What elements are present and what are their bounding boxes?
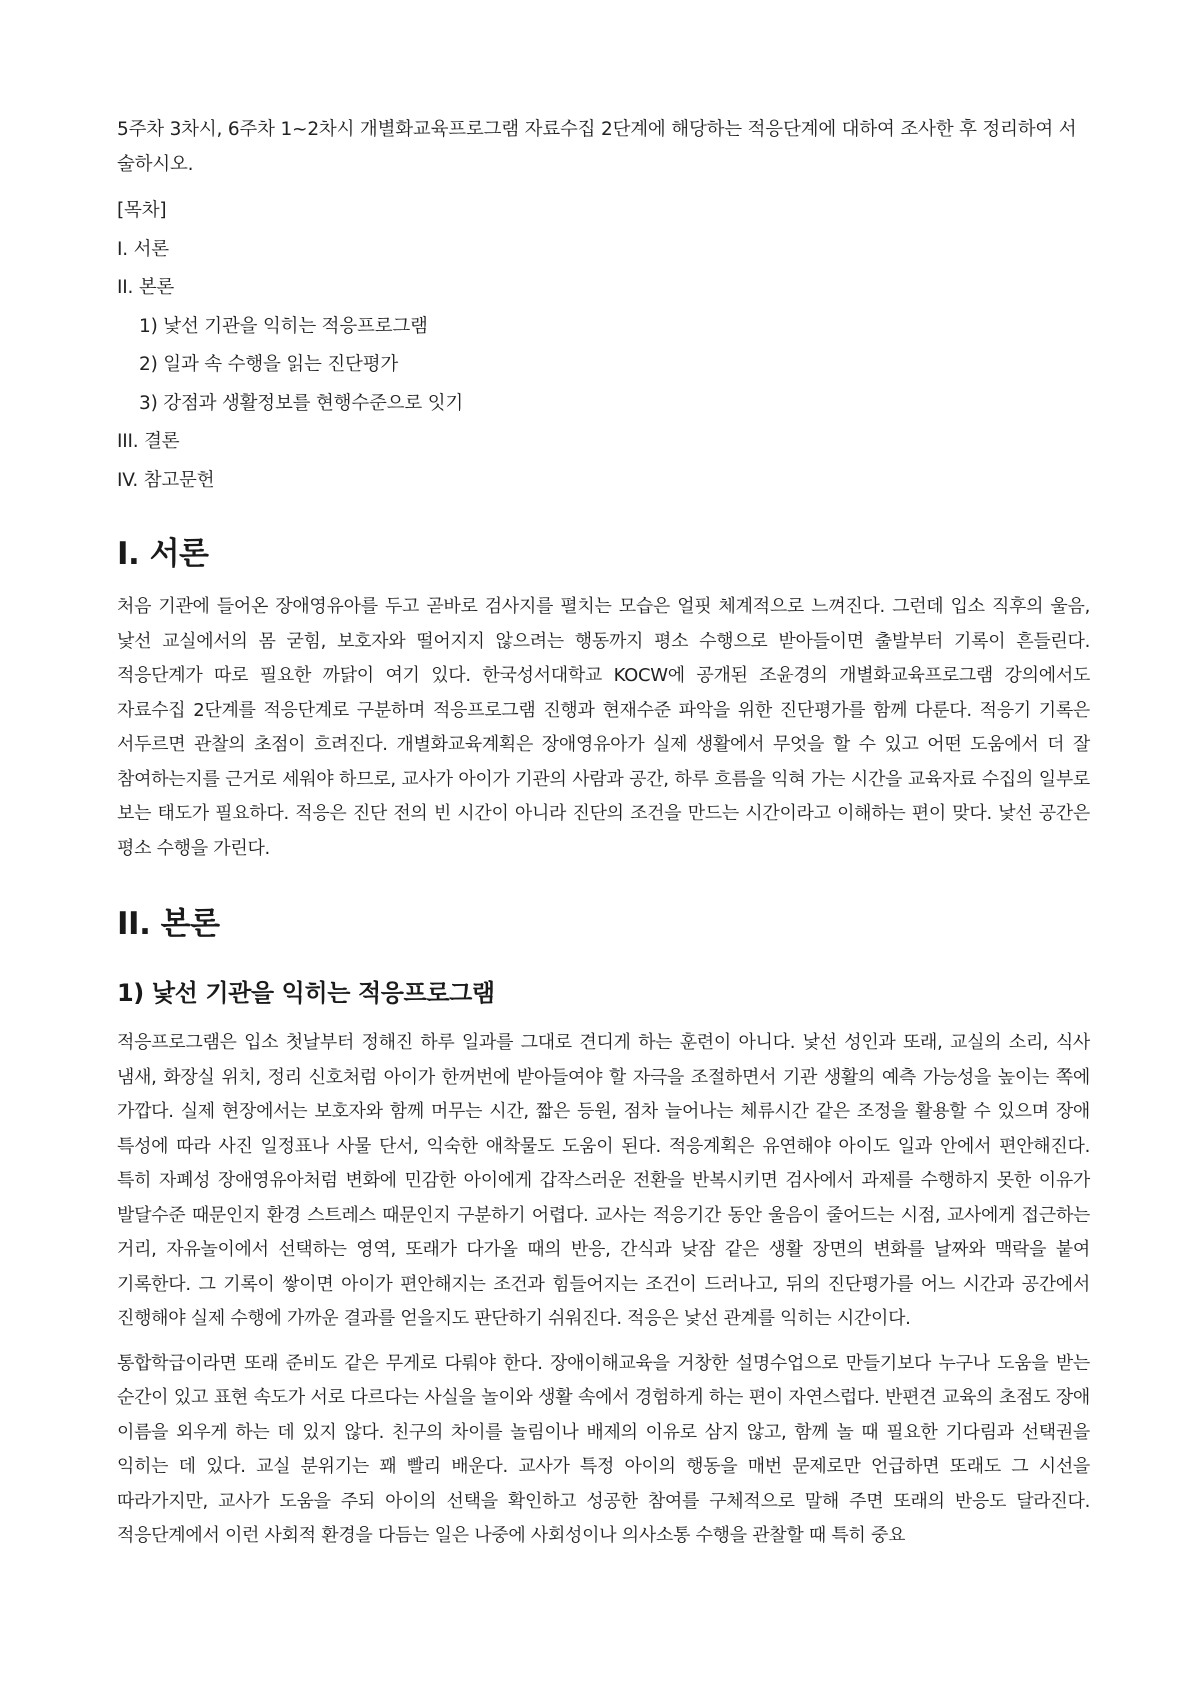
table-of-contents xyxy=(117,192,1090,500)
toc-subitem: 2) 일과 속 수행을 읽는 진단평가 xyxy=(139,354,399,375)
toc-subitem: 1) 낯선 기관을 익히는 적응프로그램 xyxy=(139,315,428,337)
body-paragraph: 통합학급이라면 또래 준비도 같은 무게로 다뤄야 한다. 장애이해교육을 거창한 설명수업으로 만들기보다 누구나 도움을 받는 순간이 있고 표현 속도가 서로 다르다는 사실을 놀이와 생활 속에서 경험하게 하는 편이 자연스럽다. 반편견 교육의 초점도 장애 이름을 외우게 하는 데 있지 않다. 친구의 차이를 놀림이나 배제의 이유로 삼지 않고, 함께 놀 때 필요한 기다림과 선택권을 익히는 데 있다. 교실 분위기는 꽤 빨리 배운다. 교사가 특정 아이의 행동을 매번 문제로만 언급하면 또래도 그 시선을 따라가지만, 교사가 도움을 주되 아이의 선택을 확인하고 성공한 참여를 구체적으로 말해 주면 또래의 반응도 달라진다. 적응단계에서 이런 사회적 환경을 다듬는 일은 나중에 사회성이나 의사소통 수행을 관찰할 때 특히 중요 xyxy=(117,1352,1090,1546)
section-heading-intro: I. 서론 xyxy=(117,536,209,572)
subsection-heading-1: 1) 낯선 기관을 익히는 적응프로그램 xyxy=(117,979,495,1007)
assignment-prompt: 5주차 3차시, 6주차 1~2차시 개별화교육프로그램 자료수집 2단계에 해당하는 적응단계에 대하여 조사한 후 정리하여 서술하시오. xyxy=(117,119,1077,175)
toc-heading: [목차] xyxy=(117,200,167,221)
toc-item: II. 본론 xyxy=(117,277,175,298)
body-paragraph: 적응프로그램은 입소 첫날부터 정해진 하루 일과를 그대로 견디게 하는 훈련이 아니다. 낯선 성인과 또래, 교실의 소리, 식사 냄새, 화장실 위치, 정리 신호처럼 아이가 한꺼번에 받아들여야 할 자극을 조절하면서 기관 생활의 예측 가능성을 높이는 쪽에 가깝다. 실제 현장에서는 보호자와 함께 머무는 시간, 짧은 등원, 점차 늘어나는 체류시간 같은 조정을 활용할 수 있으며 장애 특성에 따라 사진 일정표나 사물 단서, 익숙한 애착물도 도움이 된다. 적응계획은 유연해야 아이도 일과 안에서 편안해진다. 특히 자폐성 장애영유아처럼 변화에 민감한 아이에게 갑작스러운 전환을 반복시키면 검사에서 과제를 수행하지 못한 이유가 발달수준 때문인지 환경 스트레스 때문인지 구분하기 어렵다. 교사는 적응기간 동안 울음이 줄어드는 시점, 교사에게 접근하는 거리, 자유놀이에서 선택하는 영역, 또래가 다가올 때의 반응, 간식과 낮잠 같은 생활 장면의 변화를 날짜와 맥락을 붙여 기록한다. 그 기록이 쌓이면 아이가 편안해지는 조건과 힘들어지는 조건이 드러나고, 뒤의 진단평가를 어느 시간과 공간에서 진행해야 실제 수행에 가까운 결과를 얻을지도 판단하기 쉬워진다. 적응은 낯선 관계를 익히는 시간이다. xyxy=(117,1032,1090,1329)
intro-paragraph: 처음 기관에 들어온 장애영유아를 두고 곧바로 검사지를 펼치는 모습은 얼핏 체계적으로 느껴진다. 그런데 입소 직후의 울음, 낯선 교실에서의 몸 굳힘, 보호자와 떨어지지 않으려는 행동까지 평소 수행으로 받아들이면 출발부터 기록이 흔들린다. 적응단계가 따로 필요한 까닭이 여기 있다. 한국성서대학교 KOCW에 공개된 조윤경의 개별화교육프로그램 강의에서도 자료수집 2단계를 적응단계로 구분하며 적응프로그램 진행과 현재수준 파악을 위한 진단평가를 함께 다룬다. 적응기 기록은 서두르면 관찰의 초점이 흐려진다. 개별화교육계획은 장애영유아가 실제 생활에서 무엇을 할 수 있고 어떤 도움에서 더 잘 참여하는지를 근거로 세워야 하므로, 교사가 아이가 기관의 사람과 공간, 하루 흐름을 익혀 가는 시간을 교육자료 수집의 일부로 보는 태도가 필요하다. 적응은 진단 전의 빈 시간이 아니라 진단의 조건을 만드는 시간이라고 이해하는 편이 맞다. 낯선 공간은 평소 수행을 가린다. xyxy=(117,596,1090,859)
toc-subitem: 3) 강점과 생활정보를 현행수준으로 잇기 xyxy=(139,392,464,414)
section-heading-body: II. 본론 xyxy=(117,906,220,942)
toc-item: IV. 참고문헌 xyxy=(117,469,215,491)
toc-item: I. 서론 xyxy=(117,238,169,260)
toc-item: III. 결론 xyxy=(117,431,180,452)
